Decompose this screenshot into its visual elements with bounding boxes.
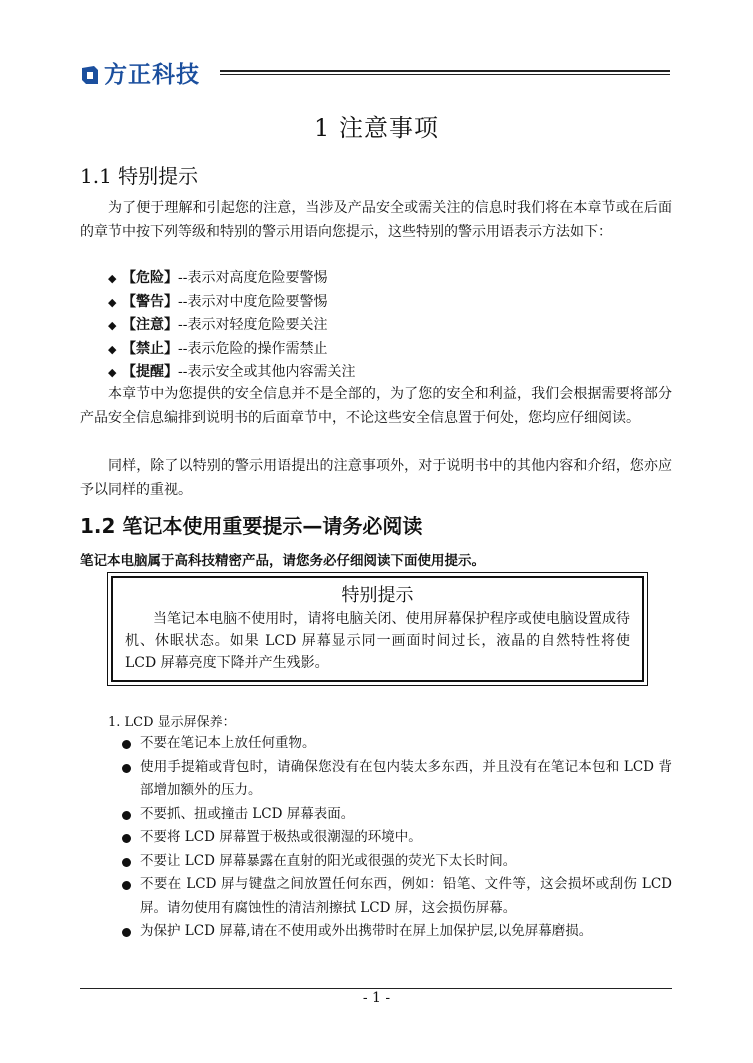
logo-text: 方正科技 xyxy=(104,62,200,88)
founder-logo-mark-icon xyxy=(80,64,100,86)
special-notice-box xyxy=(107,572,648,686)
company-logo xyxy=(80,60,200,90)
list-item xyxy=(120,803,672,827)
list-item-text: 不要抓、扭或撞击 LCD 屏幕表面。 xyxy=(140,805,355,822)
warning-level-list xyxy=(108,267,355,385)
notice-text: 当笔记本电脑不使用时，请将电脑关闭、使用屏幕保护程序或使电脑设置成待机、休眠状态。如果 LCD 屏幕显示同一画面时间过长，液晶的自然特性将使 LCD 屏幕亮度下降并产生残影。 xyxy=(125,611,630,671)
list-item xyxy=(108,267,355,291)
lcd-care-list xyxy=(120,732,672,944)
notice-title: 特别提示 xyxy=(341,585,414,606)
warning-tag: 【提醒】 xyxy=(122,364,178,380)
list-item-text: 不要在 LCD 屏与键盘之间放置任何东西，例如：铅笔、文件等，这会损坏或刮伤 LCD 屏。请勿使用有腐蚀性的清洁剂擦拭 LCD 屏，这会损伤屏幕。 xyxy=(140,876,672,916)
list-item xyxy=(108,314,355,338)
diamond-bullet-icon: ◆ xyxy=(108,272,117,285)
warning-tag: 【注意】 xyxy=(122,317,178,333)
warning-desc: --表示对高度危险要警惕 xyxy=(178,270,328,286)
list-item xyxy=(108,291,355,315)
list-item-text: 不要在笔记本上放任何重物。 xyxy=(140,735,316,751)
list-item xyxy=(120,920,672,944)
section-1-1-intro: 为了便于理解和引起您的注意，当涉及产品安全或需关注的信息时我们将在本章节或在后面的章节中按下列等级和特别的警示用语向您提示，这些特别的警示用语表示方法如下： xyxy=(80,200,672,240)
list-item xyxy=(120,756,672,803)
list-item xyxy=(120,732,672,756)
bullet-dot-icon xyxy=(122,928,131,937)
bullet-dot-icon xyxy=(122,881,131,890)
warning-tag: 【警告】 xyxy=(122,293,178,310)
list-item xyxy=(108,361,355,385)
usage-tip-lead: 笔记本电脑属于高科技精密产品，请您务必仔细阅读下面使用提示。 xyxy=(80,553,485,569)
list-item xyxy=(108,338,355,362)
section-1-1-paragraph-2: 本章节中为您提供的安全信息并不是全部的，为了您的安全和利益，我们会根据需要将部分产品安全信息编排到说明书的后面章节中，不论这些安全信息置于何处，您均应仔细阅读。 xyxy=(80,386,672,426)
bullet-dot-icon xyxy=(122,834,131,843)
list-item xyxy=(120,826,672,850)
warning-tag: 【禁止】 xyxy=(122,340,178,357)
warning-desc: --表示对中度危险要警惕 xyxy=(178,293,328,310)
warning-tag: 【危险】 xyxy=(122,270,178,286)
list-item xyxy=(120,873,672,920)
warning-desc: --表示危险的操作需禁止 xyxy=(178,340,328,357)
section-1-2-heading: 1.2 笔记本使用重要提示—请务必阅读 xyxy=(80,514,423,538)
lcd-care-label: 1. LCD 显示屏保养： xyxy=(108,715,236,730)
header-rule-thick xyxy=(220,70,670,72)
section-1-1-paragraph-3: 同样，除了以特别的警示用语提出的注意事项外，对于说明书中的其他内容和介绍，您亦应予以同样的重视。 xyxy=(80,458,672,498)
diamond-bullet-icon: ◆ xyxy=(108,366,117,379)
special-notice-inner xyxy=(111,576,644,682)
diamond-bullet-icon: ◆ xyxy=(108,319,117,332)
bullet-dot-icon xyxy=(122,858,131,867)
bullet-dot-icon xyxy=(122,811,131,820)
list-item-text: 不要将 LCD 屏幕置于极热或很潮湿的环境中。 xyxy=(140,829,422,845)
diamond-bullet-icon: ◆ xyxy=(108,295,117,309)
bullet-dot-icon xyxy=(122,740,131,749)
list-item-text: 不要让 LCD 屏幕暴露在直射的阳光或很强的荧光下太长时间。 xyxy=(140,852,517,869)
list-item xyxy=(120,850,672,874)
bullet-dot-icon xyxy=(122,764,131,773)
warning-desc: --表示对轻度危险要关注 xyxy=(178,317,328,333)
diamond-bullet-icon: ◆ xyxy=(108,342,117,356)
page-header xyxy=(80,58,670,94)
warning-desc: --表示安全或其他内容需关注 xyxy=(178,364,356,380)
page-number: - 1 - xyxy=(362,990,391,1006)
header-rule-thin xyxy=(220,74,670,75)
list-item-text: 为保护 LCD 屏幕,请在不使用或外出携带时在屏上加保护层,以免屏幕磨损。 xyxy=(140,923,593,939)
list-item-text: 使用手提箱或背包时，请确保您没有在包内装太多东西，并且没有在笔记本包和 LCD 背部增加额外的压力。 xyxy=(140,758,672,798)
chapter-title: 1 注意事项 xyxy=(314,114,439,142)
section-1-1-heading: 1.1 特别提示 xyxy=(80,164,199,188)
footer-rule xyxy=(80,988,672,989)
